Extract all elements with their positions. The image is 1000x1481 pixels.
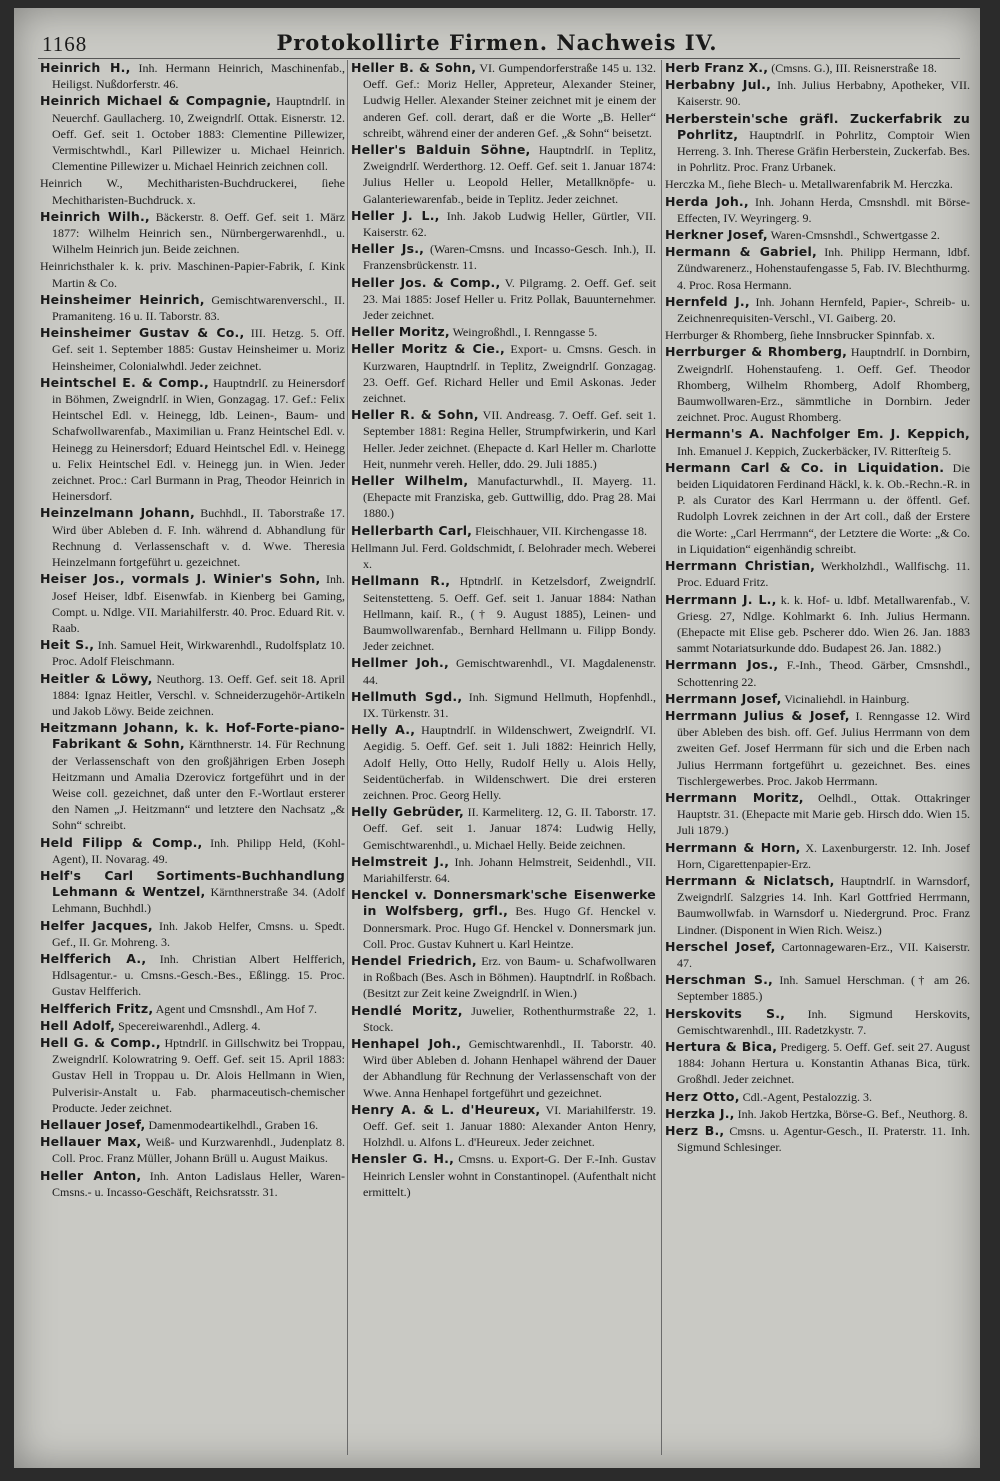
firm-name: Helfer Jacques, [40, 917, 153, 933]
firm-name: Heinsheimer Gustav & Co., [40, 325, 245, 341]
entry-text: (Cmsns. G.), III. Reisnerstraße 18. [768, 61, 937, 75]
page-header [14, 22, 980, 56]
firm-name: Herberstein'sche gräfl. Zuckerfabrik zu Pohrlitz, [665, 110, 970, 142]
entry-text: Heinrich W., Mechitharisten-Buchdruckerei, ſiehe Mechitharisten-Buchdruck. x. [40, 176, 345, 207]
directory-entry [351, 1151, 656, 1200]
firm-name: Herskovits S., [665, 1005, 786, 1021]
firm-name: Heintschel E. & Comp., [40, 374, 209, 390]
firm-name: Herschman S., [665, 972, 773, 988]
directory-entry [40, 375, 345, 505]
entry-text: Export- u. Cmsns. Gesch. in Kurzwaren, Hauptndrlſ. in Teplitz, Zweigndrlſ. Gonzagag. 23. Oeff. Gef. Richard Heller und Emil Askonas. Jeder zeichnet. [363, 342, 656, 406]
firm-name: Hertura & Bica, [665, 1038, 778, 1054]
firm-name: Herrmann Christian, [665, 558, 816, 574]
directory-entry [351, 523, 656, 539]
directory-entry [665, 327, 970, 343]
entry-text: Fleischhauer, VII. Kirchengasse 18. [472, 523, 648, 538]
firm-name: Hernfeld J., [665, 293, 750, 309]
entry-text: Kärnthnerstraße 34. (Adolf Lehmann, Buchhdl.) [52, 885, 345, 916]
firm-name: Hendel Friedrich, [351, 952, 477, 968]
directory-entry [40, 637, 345, 669]
firm-name: Herrmann Josef, [665, 690, 782, 706]
entry-text: Cmsns. u. Agentur-Gesch., II. Praterstr. 11. Inh. Sigmund Schlesinger. [677, 1124, 970, 1155]
entry-text: Herrburger & Rhomberg, ſiehe Innsbrucker Spinnfab. x. [665, 328, 935, 343]
column-right [665, 60, 970, 1460]
firm-name: Heinrich Michael & Compagnie, [40, 93, 272, 109]
firm-name: Hellmer Joh., [351, 655, 449, 671]
directory-entry [40, 868, 345, 917]
firm-name: Heller Wilhelm, [351, 473, 469, 489]
firm-name: Herrmann Jos., [665, 657, 779, 673]
firm-name: Herrmann Julius & Josef, [665, 707, 850, 723]
page-title: Protokollirte Firmen. Nachweis IV. [276, 30, 718, 55]
entry-text: Inh. Jakob Helfer, Cmsns. u. Spedt. Gef., II. Gr. Mohreng. 3. [52, 918, 345, 949]
entry-text: Hptndrlſ. in Ketzelsdorf, Zweigndrlſ. Seitenstetteng. 5. Oeff. Gef. seit 1. Januar 1884: Nathan Hellmann, kaiſ. R., († 9. August 1885), Leinen- und Baumwollwarenfab., Bernhard Hellmann u. Filipp Bondy. Jeder zeichnet. [363, 574, 656, 654]
firm-name: Herschel Josef, [665, 938, 776, 954]
entry-text: Erz. von Baum- u. Schafwollwaren in Roßbach (Bes. Asch in Böhmen). Hauptndrlſ. in Roßbach. (Besitzt zur Zeit keine Zweigndrlſ. in Wien.) [363, 953, 656, 1001]
firm-name: Hermann Carl & Co. in Liquidation. [665, 459, 945, 475]
directory-entry [665, 592, 970, 657]
firm-name: Herrmann & Niclatsch, [665, 872, 835, 888]
entry-text: k. k. Hof- u. ldbf. Metallwarenfab., V. Griesg. 27, Ndlge. Kohlmarkt 6. Inh. Julius Hermann. (Ehepacte mit Elise geb. Pscherer ddo. Wien 26. Jan. 1883 sammt Notariatsurkunde ddo. Budapest 26. Jan. 1882.) [677, 592, 970, 656]
directory-entry [351, 324, 656, 340]
directory-entry [40, 505, 345, 570]
directory-entry [351, 854, 656, 886]
directory-entry [665, 657, 970, 689]
directory-entry [40, 1117, 345, 1133]
entry-text: Vicinaliehdl. in Hainburg. [781, 691, 910, 706]
firm-name: Heinrich Wilh., [40, 208, 150, 224]
firm-name: Helfferich Fritz, [40, 1000, 154, 1016]
directory-entry [665, 227, 970, 243]
entry-text: Inh. Jakob Hertzka, Börse-G. Bef., Neuthorg. 8. [734, 1106, 968, 1121]
firm-name: Hensler G. H., [351, 1151, 455, 1167]
entry-text: Inh. Julius Herbabny, Apotheker, VII. Kaiserstr. 90. [677, 78, 970, 109]
directory-entry [665, 244, 970, 293]
firm-name: Herrmann Moritz, [665, 789, 804, 805]
directory-entry [351, 473, 656, 522]
entry-text: F.-Inh., Theod. Gärber, Cmsnshdl., Schottenring 22. [677, 658, 970, 689]
entry-text: Weingroßhdl., I. Renngasse 5. [449, 325, 598, 340]
entry-text: Hauptndrlſ. in Teplitz, Zweigndrlſ. Werderthorg. 12. Oeff. Gef. seit 1. Januar 1874: Julius Heller u. Leopold Heller, Metallknöpfe- u. Galanteriewarenfab., beide in Teplitz. Jeder zeichnet. [363, 143, 656, 206]
firm-name: Herrmann & Horn, [665, 839, 801, 855]
directory-entry [40, 1035, 345, 1116]
entry-text: Cartonnagewaren-Erz., VII. Kaiserstr. 47. [677, 939, 970, 970]
directory-entry [40, 720, 345, 833]
directory-entry [665, 176, 970, 192]
column-divider [347, 60, 348, 1455]
firm-name: Herrburger & Rhomberg, [665, 344, 848, 360]
entry-text: (Waren-Cmsns. und Incasso-Gesch. Inh.), II. Franzensbrückenstr. 11. [363, 242, 656, 273]
firm-name: Hermann's A. Nachfolger Em. J. Keppich, [665, 426, 970, 442]
entry-text: Buchhdl., II. Taborstraße 17. Wird über Ableben d. F. Inh. während d. Abhandlung für Rechnung d. Verlassenschaft v. d. Wwe. Theresia Heinzelmann fortgeführt u. gezeichnet. [52, 506, 345, 570]
entry-text: Cdl.-Agent, Pestalozzig. 3. [739, 1089, 872, 1104]
directory-entry [351, 1036, 656, 1101]
column-left [40, 60, 345, 1460]
directory-entry [665, 460, 970, 557]
firm-name: Heller Moritz, [351, 324, 450, 340]
directory-entry [351, 142, 656, 207]
entry-text: Hauptndrlſ. zu Heinersdorf in Böhmen, Zweigndrlſ. in Wien, Gonzagag. 17. Gef.: Felix Heintschel Edl. v. Heinegg, ldb. Leinen-, Baum- und Schafwollwarenfab., Maximilian u. Franz Heintschel Edl. v. Heinegg zu Heinersdorf; Eduard Heintschel Edl. v. Heinegg u. Felix Heintschel Edl. v. Heinegg jun. in Wien. Jeder zeichnet. Proc.: Carl Burmann in Prag, Theodor Heinrich in Heinersdorf. [52, 375, 345, 504]
entry-text: III. Hetzg. 5. Off. Gef. seit 1. September 1885: Gustav Heinsheimer u. Moriz Heinsheimer, Colonialwhdl. Jeder zeichnet. [52, 326, 345, 373]
entry-text: Hauptndrlſ. in Pohrlitz, Comptoir Wien Herreng. 3. Inh. Therese Gräfin Herberstein, Zuckerfab. Bes. in Pohrlitz. Proc. Franz Urbanek. [677, 127, 970, 175]
directory-entry [40, 60, 345, 92]
directory-entry [351, 804, 656, 853]
firm-name: Helf's Carl Sortiments-Buchhandlung Lehmann & Wentzel, [40, 867, 345, 900]
entry-text: Inh. Johann Herda, Cmsnshdl. mit Börse-Effecten, IV. Weyringerg. 9. [677, 194, 970, 225]
firm-name: Herrmann J. L., [665, 591, 777, 607]
directory-entry [665, 1106, 970, 1122]
entry-text: Gemischtwarenverschl., II. Pramaniteng. 16 u. II. Taborstr. 83. [52, 292, 345, 324]
entry-text: Heinrichsthaler k. k. priv. Maschinen-Papier-Fabrik, ſ. Kink Martin & Co. [40, 259, 345, 290]
directory-entry [665, 111, 970, 176]
firm-name: Heinrich H., [40, 60, 131, 75]
entry-text: Hauptndrlſ. in Wildenschwert, Zweigndrlſ. VI. Aegidig. 5. Oeff. Gef. seit 1. Juli 1882: Heinrich Helly, Adolf Helly, Otto Helly, Rudolf Helly u. Alois Helly, Seidentücherfab. in Wildenschwert. Die drei ersteren zeichnen. Proc. Georg Helly. [363, 723, 656, 802]
directory-entry [665, 708, 970, 789]
directory-entry [40, 1001, 345, 1017]
entry-text: Predigerg. 5. Oeff. Gef. seit 27. August 1884: Johann Hertura u. Konstantin Athanas Bica, türk. Großhdl. Jeder zeichnet. [677, 1039, 970, 1087]
directory-entry [665, 840, 970, 872]
firm-name: Helly Gebrüder, [351, 804, 464, 820]
firm-name: Heinzelmann Johann, [40, 505, 195, 521]
firm-name: Henry A. & L. d'Heureux, [351, 1101, 541, 1117]
entry-text: Cmsns. u. Export-G. Der F.-Inh. Gustav Heinrich Lensler wohnt in Constantinopel. (Aufenthalt nicht ermittelt.) [363, 1152, 656, 1199]
directory-entry [665, 939, 970, 971]
firm-name: Heller Js., [351, 241, 425, 257]
directory-entry [40, 835, 345, 867]
firm-name: Helmstreit J., [351, 853, 450, 869]
entry-text: Inh. Christian Albert Helfferich, Hdlsagentur.- u. Cmsns.-Gesch.-Bes., Eßlingg. 15. Proc. Gustav Helfferich. [52, 951, 345, 999]
entry-text: Waren-Cmsnshdl., Schwertgasse 2. [767, 228, 940, 243]
directory-entry [351, 275, 656, 324]
firm-name: Herzka J., [665, 1105, 735, 1121]
directory-entry [40, 671, 345, 720]
firm-name: Hellerbarth Carl, [351, 522, 473, 538]
directory-entry [40, 1134, 345, 1166]
entry-text: Inh. Samuel Heit, Wirkwarenhdl., Rudolfsplatz 10. Proc. Adolf Fleischmann. [52, 638, 345, 669]
entry-text: Specereiwarenhdl., Adlerg. 4. [115, 1018, 261, 1033]
entry-text: Gemischtwarenhdl., VI. Magdalenenstr. 44. [363, 656, 656, 687]
column-divider [661, 60, 662, 1455]
entry-text: Hptndrlſ. in Gillschwitz bei Troppau, Zweigndrlſ. Kolowratring 9. Oeff. Gef. seit 15. April 1883: Gustav Hell in Troppau u. Dr. Alois Hellmann in Wien, Pulverisir-Anstalt u. Fab. pharmaceutisch-chemischer Producte. Jeder zeichnet. [52, 1035, 345, 1115]
directory-entry [40, 951, 345, 1000]
directory-entry [665, 790, 970, 839]
directory-entry [665, 1006, 970, 1038]
entry-text: Agent und Cmsnshdl., Am Hof 7. [153, 1001, 317, 1016]
entry-text: Inh. Josef Heiser, ldbf. Eisenwfab. in Kienberg bei Gaming, Compt. u. Ndlge. VII. Mariahilferstr. 40. Proc. Eduard Rit. v. Raab. [52, 572, 345, 635]
entry-text: Bes. Hugo Gf. Henckel v. Donnersmark. Proc. Hugo Gf. Henckel v. Donnersmark jun. Coll. Proc. Gustav Kuhnert u. Karl Heintze. [363, 904, 656, 951]
directory-entry [40, 209, 345, 258]
page-number: 1168 [42, 32, 88, 56]
directory-entry [665, 873, 970, 938]
entry-text: Inh. Philipp Hermann, ldbf. Zündwarenerz., Hohenstaufengasse 5, Fab. IV. Blechthurmg. 4. Proc. Rosa Hermann. [677, 245, 970, 292]
entry-text: Hauptndrlſ. in Warnsdorf, Zweigndrlſ. Salzgries 14. Inh. Karl Gottfried Herrmann, Baumwollwfab. in Warnsdorf u. Niedergrund. Proc. Franz Lindner. (Disponent in Wien Rich. Weisz.) [677, 873, 970, 937]
directory-entry [40, 1168, 345, 1200]
directory-entry [351, 953, 656, 1002]
entry-text: Kärnthnerstr. 14. Für Rechnung der Verlassenschaft von den großjährigen Erben Joseph Heitzmann und Amalia Dzerovicz fortgeführt und in der Weise coll. gezeichnet, daß unter den F.-Wortlaut ersterer den Namen „J. Heitzmann“ und letztere den Nachsatz „& Sohn“ schreibt. [52, 737, 345, 833]
directory-entry [351, 655, 656, 687]
directory-entry [351, 573, 656, 654]
entry-text: Inh. Emanuel J. Keppich, Zuckerbäcker, IV. Ritterſteig 5. [677, 443, 952, 458]
firm-name: Henhapel Joh., [351, 1035, 462, 1051]
firm-name: Heller's Balduin Söhne, [351, 142, 531, 158]
entry-text: V. Pilgramg. 2. Oeff. Gef. seit 23. Mai 1885: Josef Heller u. Fritz Pollak, Bauunternehmer. Jeder zeichnet. [363, 275, 656, 323]
directory-entry [40, 325, 345, 374]
entry-text: X. Laxenburgerstr. 12. Inh. Josef Horn, Cigarettenpapier-Erz. [677, 840, 970, 871]
entry-text: Inh. Philipp Held, (Kohl-Agent), II. Novarag. 49. [52, 835, 345, 866]
entry-text: Inh. Anton Ladislaus Heller, Waren-Cmsns.- u. Incasso-Geschäft, Reichsratsstr. 31. [52, 1168, 345, 1199]
entry-text: Weiß- und Kurzwarenhdl., Judenplatz 8. Coll. Proc. Franz Müller, Johann Brüll u. August Maikus. [52, 1135, 345, 1166]
directory-entry [351, 208, 656, 240]
directory-page [14, 8, 980, 1468]
column-middle [351, 60, 656, 1460]
firm-name: Helly A., [351, 722, 416, 738]
entry-text: Inh. Johann Helmstreit, Seidenhdl., VII. Mariahilferstr. 64. [363, 854, 656, 885]
directory-entry [665, 194, 970, 226]
directory-entry [351, 887, 656, 952]
firm-name: Herz B., [665, 1123, 725, 1138]
firm-name: Heller Anton, [40, 1167, 142, 1183]
directory-entry [665, 1123, 970, 1155]
firm-name: Hellmann R., [351, 573, 451, 589]
directory-entry [40, 571, 345, 636]
directory-entry [351, 540, 656, 572]
entry-text: Hauptndrlſ. in Neuerchf. Gaullacherg. 10, Zweigndrlſ. Ottak. Eisnerstr. 12. Oeff. Gef. seit 1. October 1883: Clementine Pillewizer, Vermischtwhdl., Karl Pillewizer u. Michael Heinrich. Clementine Pillewizer u. Michael Heinrich zeichnen coll. [52, 94, 345, 174]
directory-entry [40, 258, 345, 290]
firm-name: Heitler & Löwy, [40, 670, 153, 686]
firm-name: Heller J. L., [351, 207, 440, 223]
directory-entry [351, 407, 656, 472]
entry-text: Oelhdl., Ottak. Ottakringer Hauptstr. 31. (Ehepacte mit Marie geb. Hirsch ddo. Wien 15. Juli 1879.) [677, 790, 970, 838]
entry-text: II. Karmeliterg. 12, G. II. Taborstr. 17. Oeff. Gef. seit 1. Januar 1874: Ludwig Helly, Gemischtwarenhdl., u. Michael Helly. Beide zeichnen. [363, 805, 656, 852]
entry-text: Inh. Hermann Heinrich, Maschinenfab., Heiligst. Nußdorferstr. 46. [52, 61, 345, 92]
entry-text: Inh. Sigmund Hellmuth, Hopfenhdl., IX. Türkenstr. 31. [363, 689, 656, 720]
entry-text: Bäckerstr. 8. Oeff. Gef. seit 1. März 1877: Wilhelm Heinrich sen., Nürnbergerwarenhdl., u. Wilhelm Heinrich jun. Beide zeichnen. [52, 209, 345, 257]
directory-entry [665, 972, 970, 1004]
directory-entry [351, 722, 656, 803]
directory-entry [351, 689, 656, 721]
entry-text: Gemischtwarenhdl., II. Taborstr. 40. Wird über Ableben d. Johann Henhapel während der Dauer der Abhandlung für Rechnung der Verlassenschaft von der Wwe. Anna Henhapel fortgeführt und gezeichnet. [363, 1036, 656, 1100]
entry-text: Die beiden Liquidatoren Ferdinand Häckl, k. k. Ob.-Rechn.-R. in P. als Curator des Karl Herrmann u. der öffentl. Gef. Rudolph Lovrek zeichnen in der Art coll., daß der Erstere die Worte: „Carl Herrmann“, der Letztere die Worte: „& Co. in Liquidation“ eigenhändig schreibt. [677, 460, 970, 556]
directory-entry [40, 292, 345, 324]
firm-name: Heller Moritz & Cie., [351, 341, 505, 357]
firm-name: Hell Adolf, [40, 1017, 116, 1033]
directory-entry [665, 344, 970, 425]
entry-text: VI. Gumpendorferstraße 145 u. 132. Oeff. Gef.: Moriz Heller, Appreteur, Alexander Steiner, Ludwig Heller. Alexander Steiner zeichnet mit je einem der anderen Gef. coll. derart, daß er die Worte „B. Heller“ schreibt, während einer der anderen Gef. „& Sohn“ beisetzt. [363, 61, 656, 140]
directory-entry [40, 93, 345, 174]
directory-entry [665, 1089, 970, 1105]
directory-entry [351, 341, 656, 406]
firm-name: Herb Franz X., [665, 60, 769, 75]
entry-text: Inh. Jakob Ludwig Heller, Gürtler, VII. Kaiserstr. 62. [363, 208, 656, 240]
directory-entry [665, 77, 970, 109]
entry-text: Werkholzhdl., Wallfischg. 11. Proc. Eduard Fritz. [677, 559, 970, 590]
directory-entry [665, 60, 970, 76]
directory-entry [665, 691, 970, 707]
firm-name: Henckel v. Donnersmark'sche Eisenwerke in Wolfsberg, grfl., [351, 887, 656, 919]
firm-name: Heitzmann Johann, k. k. Hof-Forte-piano-Fabrikant & Sohn, [40, 720, 345, 752]
firm-name: Heller Jos. & Comp., [351, 274, 501, 290]
firm-name: Hellmuth Sgd., [351, 688, 463, 704]
entry-text: Damenmodeartikelhdl., Graben 16. [145, 1118, 319, 1132]
firm-name: Heiser Jos., vormals J. Winier's Sohn, [40, 571, 321, 587]
firm-name: Herbabny Jul., [665, 77, 772, 93]
entry-text: Herczka M., ſiehe Blech- u. Metallwarenfabrik M. Herczka. [665, 177, 953, 192]
directory-entry [665, 294, 970, 326]
directory-entry [40, 918, 345, 950]
entry-text: Juwelier, Rothenthurmstraße 22, 1. Stock. [363, 1003, 656, 1034]
firm-name: Heller B. & Sohn, [351, 60, 477, 75]
entry-text: VII. Andreasg. 7. Oeff. Gef. seit 1. September 1881: Regina Heller, Strumpfwirkerin, und Karl Heller. Jeder zeichnet. (Ehepacte d. Karl Heller m. Charlotte Heit, nunmehr vereh. Heller, ddo. 29. Juli 1885.) [363, 408, 656, 471]
entry-text: Hellmann Jul. Ferd. Goldschmidt, ſ. Belohrader mech. Weberei x. [351, 540, 656, 572]
firm-name: Heinsheimer Heinrich, [40, 291, 205, 307]
firm-name: Herz Otto, [665, 1088, 740, 1104]
directory-entry [351, 241, 656, 273]
firm-name: Hermann & Gabriel, [665, 244, 817, 260]
directory-entry [351, 1102, 656, 1151]
entry-text: Hauptndrlſ. in Dornbirn, Zweigndrlſ. Hohenstaufeng. 1. Oeff. Gef. Theodor Rhomberg, Wilhelm Rhomberg, Adolf Rhomberg, Baumwollwaren-Erz., sämmtliche in Dornbirn. Jeder zeichnet. Proc. August Rhomberg. [677, 345, 970, 425]
directory-entry [665, 1039, 970, 1088]
firm-name: Held Filipp & Comp., [40, 834, 203, 850]
entry-text: Inh. Johann Hernfeld, Papier-, Schreib- u. Zeichnenrequisiten-Verschl., VI. Gaiberg. 20. [677, 294, 970, 326]
firm-name: Hellauer Josef, [40, 1117, 146, 1132]
firm-name: Helfferich A., [40, 950, 147, 966]
directory-entry [351, 1003, 656, 1035]
firm-name: Heller R. & Sohn, [351, 407, 479, 423]
directory-entry [665, 426, 970, 458]
entry-text: I. Renngasse 12. Wird über Ableben des bish. off. Gef. Julius Herrmann von dem zweiten Gef. Josef Herrmann für sich und die Erben nach Julius Herrmann fortgeführt u. gezeichnet. Bes. eines Tischlergewerbes. Proc. Jakob Herrmann. [677, 708, 970, 788]
entry-text: Neuthorg. 13. Oeff. Gef. seit 18. April 1884: Ignaz Heitler, Verschl. v. Schneiderzugehör-Artikeln und Jakob Löwy. Beide zeichnen. [52, 671, 345, 718]
firm-name: Herda Joh., [665, 193, 749, 209]
directory-entry [40, 1018, 345, 1034]
firm-name: Heit S., [40, 637, 95, 653]
directory-entry [351, 60, 656, 141]
firm-name: Hendlé Moritz, [351, 1002, 463, 1018]
entry-text: VI. Mariahilferstr. 19. Oeff. Gef. seit 1. Januar 1880: Alexander Anton Henry, Holzhdl. u. Alfons L. d'Heureux. Jeder zeichnet. [363, 1102, 656, 1150]
entry-text: Inh. Sigmund Herskovits, Gemischtwarenhdl., III. Radetzkystr. 7. [677, 1006, 970, 1037]
firm-name: Hellauer Max, [40, 1134, 142, 1150]
entry-text: Manufacturwhdl., II. Mayerg. 11. (Ehepacte mit Franziska, geb. Guttwillig, ddo. Prag 28. Mai 1880.) [363, 474, 656, 521]
directory-entry [40, 175, 345, 207]
directory-entry [665, 558, 970, 590]
firm-name: Hell G. & Comp., [40, 1034, 161, 1050]
firm-name: Herkner Josef, [665, 227, 768, 243]
header-rule [38, 58, 960, 59]
entry-text: Inh. Samuel Herschman. († am 26. September 1885.) [677, 973, 970, 1004]
